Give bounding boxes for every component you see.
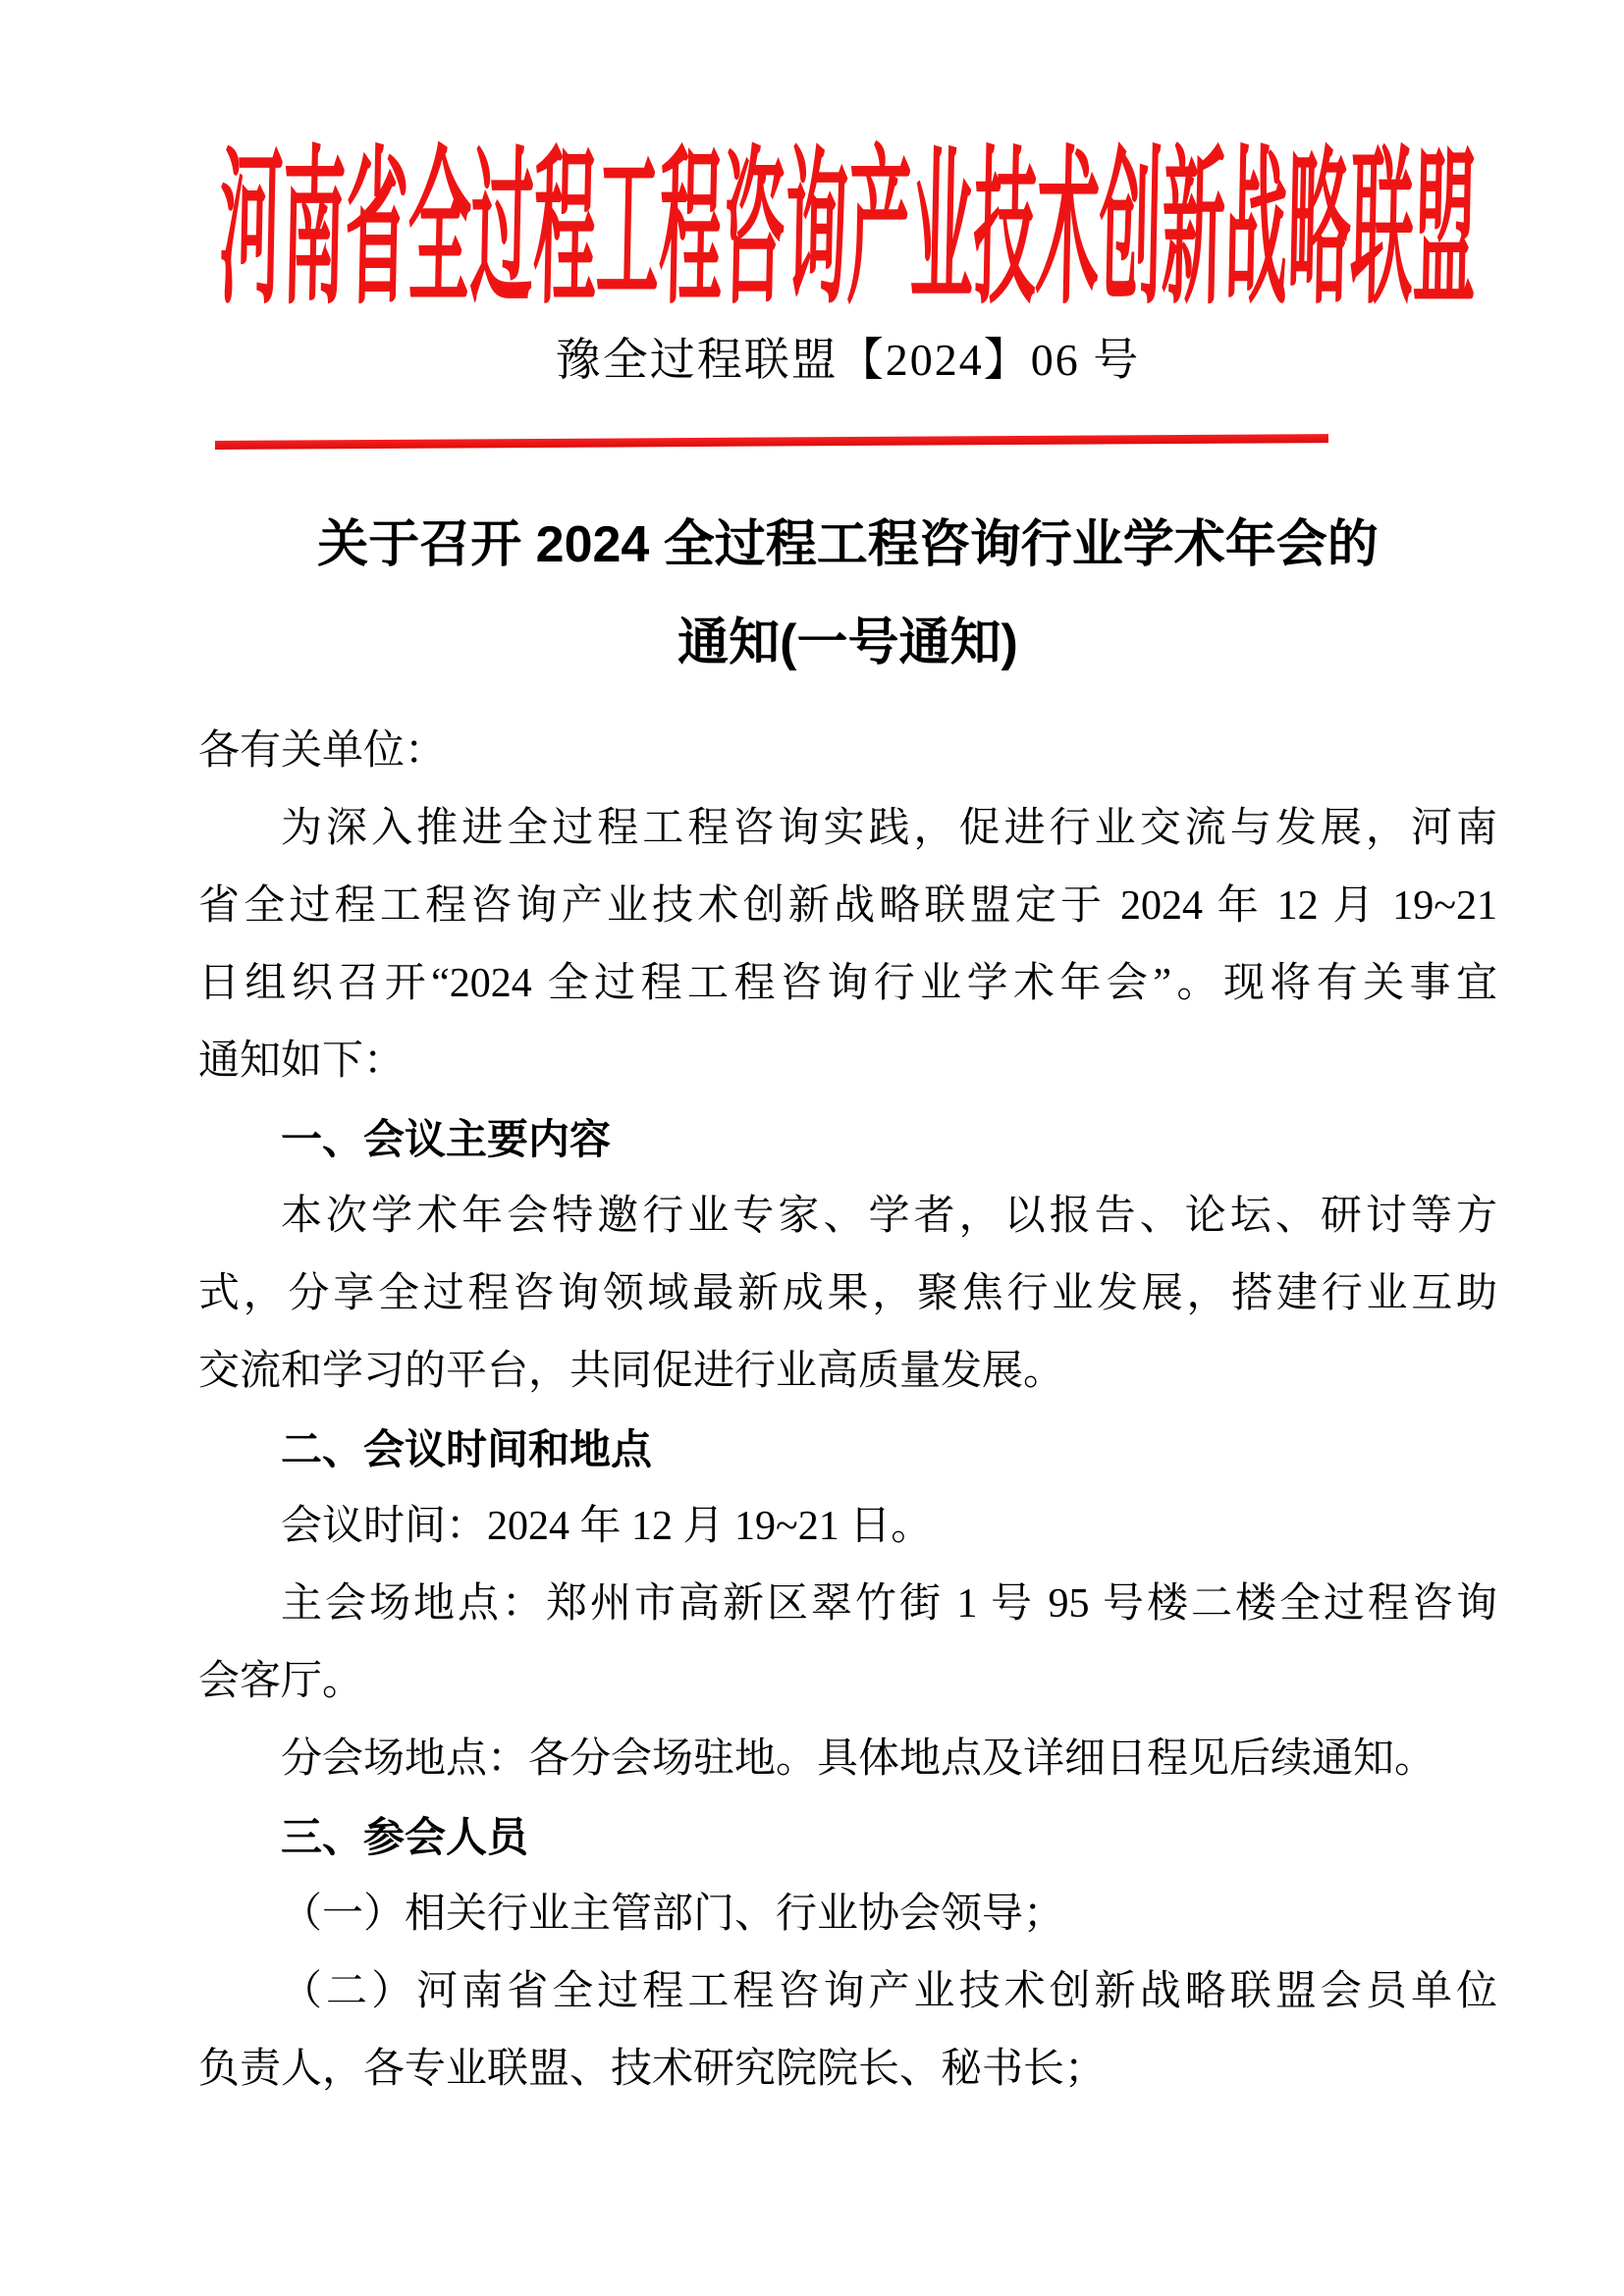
body-line: 分会场地点：各分会场驻地。具体地点及详细日程见后续通知。: [281, 1736, 1436, 1782]
body-line: 三、参会人员: [281, 1814, 529, 1860]
body-line: 负责人，各专业联盟、技术研究院院长、秘书长；: [198, 2047, 1107, 2092]
doc-number: 豫全过程联盟【2024】06 号: [555, 335, 1141, 385]
body-line: 式，分享全过程咨询领域最新成果，聚焦行业发展，搭建行业互助: [198, 1271, 1497, 1316]
body-line: （一）相关行业主管部门、行业协会领导；: [281, 1892, 1065, 1937]
document-body: [198, 713, 1497, 2109]
body-paragraph: [198, 1953, 1497, 2109]
section-heading: [198, 1411, 1497, 1488]
body-paragraph: [198, 1566, 1497, 1721]
body-line: 省全过程工程咨询产业技术创新战略联盟定于 2024 年 12 月 19~21: [198, 883, 1497, 929]
section-heading: [198, 1100, 1497, 1178]
section-heading: [198, 1798, 1497, 1876]
doc-title-line1: 关于召开 2024 全过程工程咨询行业学术年会的: [317, 516, 1379, 573]
body-line: 本次学术年会特邀行业专家、学者，以报告、论坛、研讨等方: [281, 1194, 1497, 1239]
doc-title: [198, 496, 1497, 692]
body-line: 各有关单位：: [198, 728, 447, 774]
body-line: 通知如下：: [198, 1039, 406, 1084]
doc-title-line2: 通知(一号通知): [677, 614, 1018, 671]
body-paragraph: [198, 1488, 1497, 1566]
body-line: 主会场地点：郑州市高新区翠竹街 1 号 95 号楼二楼全过程咨询: [281, 1581, 1497, 1627]
body-line: （二）河南省全过程工程咨询产业技术创新战略联盟会员单位: [281, 1969, 1497, 2014]
body-paragraph: [198, 1876, 1497, 1953]
body-paragraph: [198, 1721, 1497, 1798]
body-paragraph: [198, 1178, 1497, 1411]
body-line: 为深入推进全过程工程咨询实践，促进行业交流与发展，河南: [281, 806, 1497, 851]
body-line: 日组织召开“2024 全过程工程咨询行业学术年会”。现将有关事宜: [198, 961, 1497, 1006]
body-line: 会议时间：2024 年 12 月 19~21 日。: [281, 1504, 933, 1549]
body-line: 二、会议时间和地点: [281, 1426, 653, 1472]
body-paragraph: [198, 790, 1497, 1100]
red-divider-line: [215, 434, 1328, 450]
body-line: 会客厅。: [198, 1659, 364, 1704]
body-line: 一、会议主要内容: [281, 1116, 612, 1162]
body-paragraph: [198, 713, 1497, 790]
body-line: 交流和学习的平台，共同促进行业高质量发展。: [198, 1349, 1065, 1394]
org-masthead-title: 河南省全过程工程咨询产业技术创新战略联盟: [217, 135, 1479, 325]
